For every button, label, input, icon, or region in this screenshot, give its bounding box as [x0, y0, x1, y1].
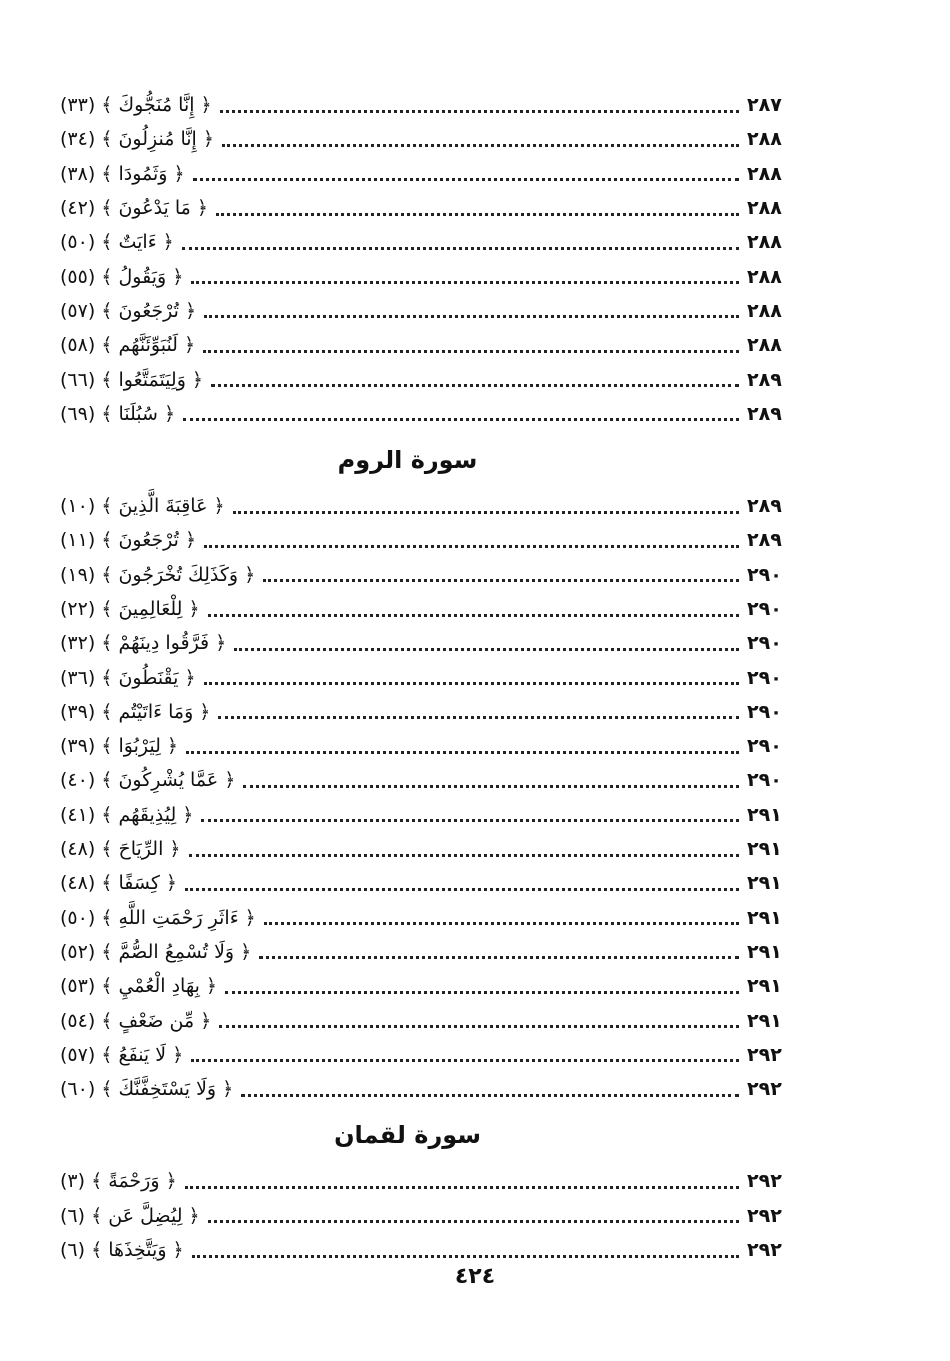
- dot-leader: [186, 751, 739, 754]
- page-ref: ٢٩٠: [747, 632, 782, 655]
- index-entry: [60, 763, 795, 797]
- verse-word: ﴿ وَكَذَلِكَ تُخْرَجُونَ ﴾ (١٩): [60, 563, 256, 586]
- index-list: [60, 88, 795, 1267]
- page-ref: ٢٩٠: [747, 563, 782, 586]
- index-entry: [60, 1164, 795, 1198]
- page-number: ٤٢٤: [454, 1264, 496, 1289]
- dot-leader: [233, 511, 739, 514]
- dot-leader: [211, 384, 739, 387]
- page-ref: ٢٩٠: [747, 666, 782, 689]
- dot-leader: [263, 579, 739, 582]
- dot-leader: [259, 956, 739, 959]
- dot-leader: [185, 1186, 739, 1189]
- page-ref: ٢٨٨: [747, 265, 782, 288]
- dot-leader: [264, 922, 739, 925]
- page-ref: ٢٨٨: [747, 231, 782, 254]
- verse-word: ﴿ إِنَّا مُنزِلُونَ ﴾ (٣٤): [60, 128, 214, 151]
- verse-word: ﴿ تُرْجَعُونَ ﴾ (٥٧): [60, 299, 197, 322]
- verse-word: ﴿ عَمَّا يُشْرِكُونَ ﴾ (٤٠): [60, 769, 236, 792]
- index-entry: [60, 1072, 795, 1106]
- verse-word: ﴿ لِيُضِلَّ عَن ﴾ (٦): [60, 1204, 200, 1227]
- dot-leader: [203, 350, 739, 353]
- page-ref: ٢٩٢: [747, 1170, 782, 1193]
- verse-word: ﴿ كِسَفًا ﴾ (٤٨): [60, 872, 178, 895]
- dot-leader: [204, 545, 739, 548]
- verse-word: ﴿ وَلَا يَسْتَخِفَّنَّكَ ﴾ (٦٠): [60, 1078, 234, 1101]
- page-ref: ٢٨٨: [747, 128, 782, 151]
- index-entry: [60, 695, 795, 729]
- page-ref: ٢٨٩: [747, 495, 782, 518]
- index-entry: [60, 592, 795, 626]
- dot-leader: [241, 1094, 739, 1097]
- page-ref: ٢٩٠: [747, 735, 782, 758]
- dot-leader: [219, 1025, 739, 1028]
- dot-leader: [201, 819, 739, 822]
- page-ref: ٢٨٩: [747, 402, 782, 425]
- dot-leader: [234, 648, 739, 651]
- verse-word: ﴿ لَنُبَوِّئَنَّهُم ﴾ (٥٨): [60, 334, 196, 357]
- verse-word: ﴿ لَا يَنفَعُ ﴾ (٥٧): [60, 1043, 184, 1066]
- index-entry: [60, 225, 795, 259]
- page-ref: ٢٨٩: [747, 368, 782, 391]
- verse-word: ﴿ سُبُلَنَا ﴾ (٦٩): [60, 402, 176, 425]
- index-entry: [60, 798, 795, 832]
- dot-leader: [185, 888, 739, 891]
- verse-word: ﴿ وَرَحْمَةً ﴾ (٣): [60, 1170, 177, 1193]
- page-ref: ٢٩١: [747, 975, 782, 998]
- page-ref: ٢٩٢: [747, 1239, 782, 1262]
- index-entry: [60, 901, 795, 935]
- page-ref: ٢٩١: [747, 1009, 782, 1032]
- page-ref: ٢٩٠: [747, 769, 782, 792]
- index-entry: [60, 1233, 795, 1267]
- index-entry: [60, 397, 795, 431]
- index-entry: [60, 122, 795, 156]
- verse-word: ﴿ وَثَمُودَا ﴾ (٣٨): [60, 162, 185, 185]
- page-ref: ٢٨٨: [747, 162, 782, 185]
- dot-leader: [208, 1220, 739, 1223]
- verse-word: ﴿ وَلِيَتَمَتَّعُوا ﴾ (٦٦): [60, 368, 204, 391]
- dot-leader: [193, 178, 739, 181]
- page-ref: ٢٨٨: [747, 299, 782, 322]
- index-entry: [60, 660, 795, 694]
- verse-word: ﴿ لِيُذِيقَهُم ﴾ (٤١): [60, 803, 194, 826]
- verse-word: ﴿ مَا يَدْعُونَ ﴾ (٤٢): [60, 197, 209, 220]
- verse-word: ﴿ يَقْنَطُونَ ﴾ (٣٦): [60, 666, 196, 689]
- dot-leader: [218, 716, 739, 719]
- dot-leader: [208, 614, 739, 617]
- dot-leader: [204, 682, 739, 685]
- verse-word: ﴿ لِلْعَالِمِينَ ﴾ (٢٢): [60, 598, 200, 620]
- page-ref: ٢٩١: [747, 940, 782, 963]
- verse-word: ﴿ ءَاثَرِ رَحْمَتِ اللَّهِ ﴾ (٥٠): [60, 906, 256, 929]
- page-ref: ٢٨٧: [747, 94, 782, 117]
- index-entry: [60, 523, 795, 557]
- verse-word: ﴿ بِهَادِ الْعُمْيِ ﴾ (٥٣): [60, 975, 218, 998]
- verse-word: ﴿ فَرَّقُوا دِينَهُمْ ﴾ (٣٢): [60, 632, 227, 655]
- dot-leader: [222, 144, 739, 147]
- index-entry: [60, 191, 795, 225]
- surah-heading: سورة لقمان: [334, 1121, 481, 1150]
- page-ref: ٢٩٢: [747, 1043, 782, 1066]
- verse-word: ﴿ تُرْجَعُونَ ﴾ (١١): [60, 529, 197, 552]
- page-ref: ٢٨٨: [747, 197, 782, 220]
- index-entry: [60, 294, 795, 328]
- dot-leader: [191, 1059, 739, 1062]
- surah-heading: سورة الروم: [337, 445, 478, 474]
- dot-leader: [204, 315, 739, 318]
- index-entry: [60, 259, 795, 293]
- index-entry: [60, 935, 795, 969]
- index-entry: [60, 1199, 795, 1233]
- verse-word: ﴿ مِّن ضَعْفٍ ﴾ (٥٤): [60, 1009, 212, 1032]
- dot-leader: [192, 1255, 739, 1258]
- page-ref: ٢٩٢: [747, 1078, 782, 1101]
- dot-leader: [183, 418, 739, 421]
- index-entry: [60, 328, 795, 362]
- dot-leader: [191, 281, 739, 284]
- index-entry: [60, 157, 795, 191]
- index-entry: [60, 626, 795, 660]
- index-entry: [60, 969, 795, 1003]
- page-ref: ٢٩١: [747, 803, 782, 826]
- dot-leader: [182, 247, 739, 250]
- verse-word: ﴿ وَمَا ءَاتَيْتُم ﴾ (٣٩): [60, 700, 211, 723]
- page-ref: ٢٩١: [747, 906, 782, 929]
- dot-leader: [220, 110, 739, 113]
- index-entry: [60, 1003, 795, 1037]
- page-ref: ٢٩١: [747, 838, 782, 861]
- index-entry: [60, 88, 795, 122]
- dot-leader: [216, 213, 739, 216]
- verse-word: ﴿ ءَايَتٌ ﴾ (٥٠): [60, 231, 174, 254]
- index-entry: [60, 1038, 795, 1072]
- index-entry: [60, 832, 795, 866]
- index-entry: [60, 866, 795, 900]
- dot-leader: [243, 785, 739, 788]
- verse-word: ﴿ الرِّيَاحَ ﴾ (٤٨): [60, 838, 181, 861]
- verse-word: ﴿ وَيَتَّخِذَهَا ﴾ (٦): [60, 1239, 184, 1262]
- page-ref: ٢٩٠: [747, 598, 782, 620]
- dot-leader: [189, 854, 739, 857]
- verse-word: ﴿ عَاقِبَةَ الَّذِينَ ﴾ (١٠): [60, 495, 225, 518]
- index-entry: [60, 558, 795, 592]
- page-ref: ٢٩٠: [747, 700, 782, 723]
- verse-word: ﴿ وَلَا تُسْمِعُ الصُّمَّ ﴾ (٥٢): [60, 940, 252, 963]
- page-ref: ٢٨٩: [747, 529, 782, 552]
- page-ref: ٢٨٨: [747, 334, 782, 357]
- index-entry: [60, 729, 795, 763]
- page-ref: ٢٩١: [747, 872, 782, 895]
- verse-word: ﴿ وَيَقُولُ ﴾ (٥٥): [60, 265, 184, 288]
- verse-word: ﴿ إِنَّا مُنَجُّوكَ ﴾ (٣٣): [60, 94, 212, 117]
- verse-word: ﴿ لِيَرْبُوَا ﴾ (٣٩): [60, 735, 179, 758]
- dot-leader: [225, 991, 739, 994]
- page-ref: ٢٩٢: [747, 1204, 782, 1227]
- index-entry: [60, 489, 795, 523]
- index-entry: [60, 362, 795, 396]
